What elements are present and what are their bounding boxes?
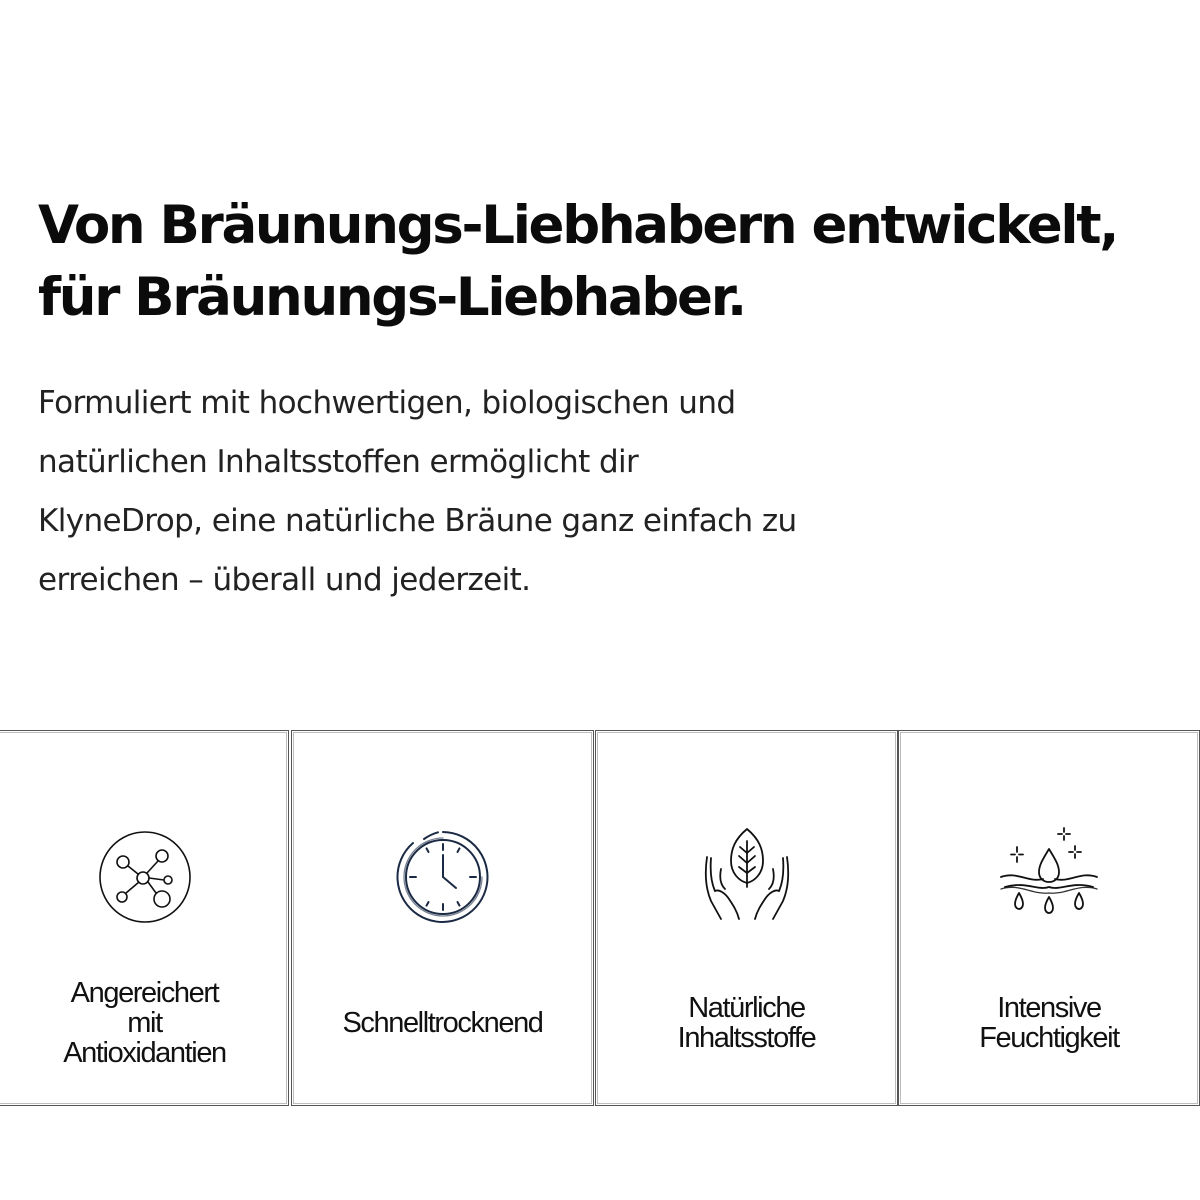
- feature-label: [909, 983, 1189, 1063]
- molecule-icon: [95, 827, 195, 927]
- feature-card-quick-dry: [291, 730, 594, 1106]
- feature-card-natural-ingredients: [595, 730, 898, 1106]
- page-headline: [38, 190, 1178, 334]
- moisture-drop-icon: [999, 827, 1099, 927]
- feature-label-line: Natürliche: [688, 992, 805, 1024]
- clock-icon: [393, 827, 493, 927]
- headline-line: für Bräunungs-Liebhaber.: [38, 267, 745, 328]
- feature-label: [302, 983, 583, 1063]
- feature-label-line: Angereichert: [70, 977, 219, 1009]
- feature-label-line: Antioxidantien: [63, 1037, 226, 1069]
- intro-line: Formuliert mit hochwertigen, biologischen und: [38, 385, 736, 421]
- intro-line: natürlichen Inhaltsstoffen ermöglicht dir: [38, 444, 639, 480]
- feature-card-moisture: [898, 730, 1200, 1106]
- feature-label-line: Inhaltsstoffe: [677, 1022, 816, 1054]
- feature-label-line: Intensive: [997, 992, 1101, 1024]
- feature-label-line: Feuchtigkeit: [979, 1022, 1119, 1054]
- intro-line: KlyneDrop, eine natürliche Bräune ganz einfach zu: [38, 503, 797, 539]
- feature-card-antioxidants: [0, 730, 289, 1106]
- intro-line: erreichen – überall und jederzeit.: [38, 562, 531, 598]
- feature-label-line: Schnelltrocknend: [342, 1007, 543, 1039]
- headline-line: Von Bräunungs-Liebhabern entwickelt,: [38, 195, 1118, 256]
- feature-cards: [0, 730, 1200, 1106]
- hands-leaf-icon: [697, 827, 797, 927]
- feature-label-line: mit: [127, 1007, 162, 1039]
- feature-label: [606, 983, 887, 1063]
- intro-paragraph: [38, 374, 898, 610]
- feature-label: [11, 977, 278, 1069]
